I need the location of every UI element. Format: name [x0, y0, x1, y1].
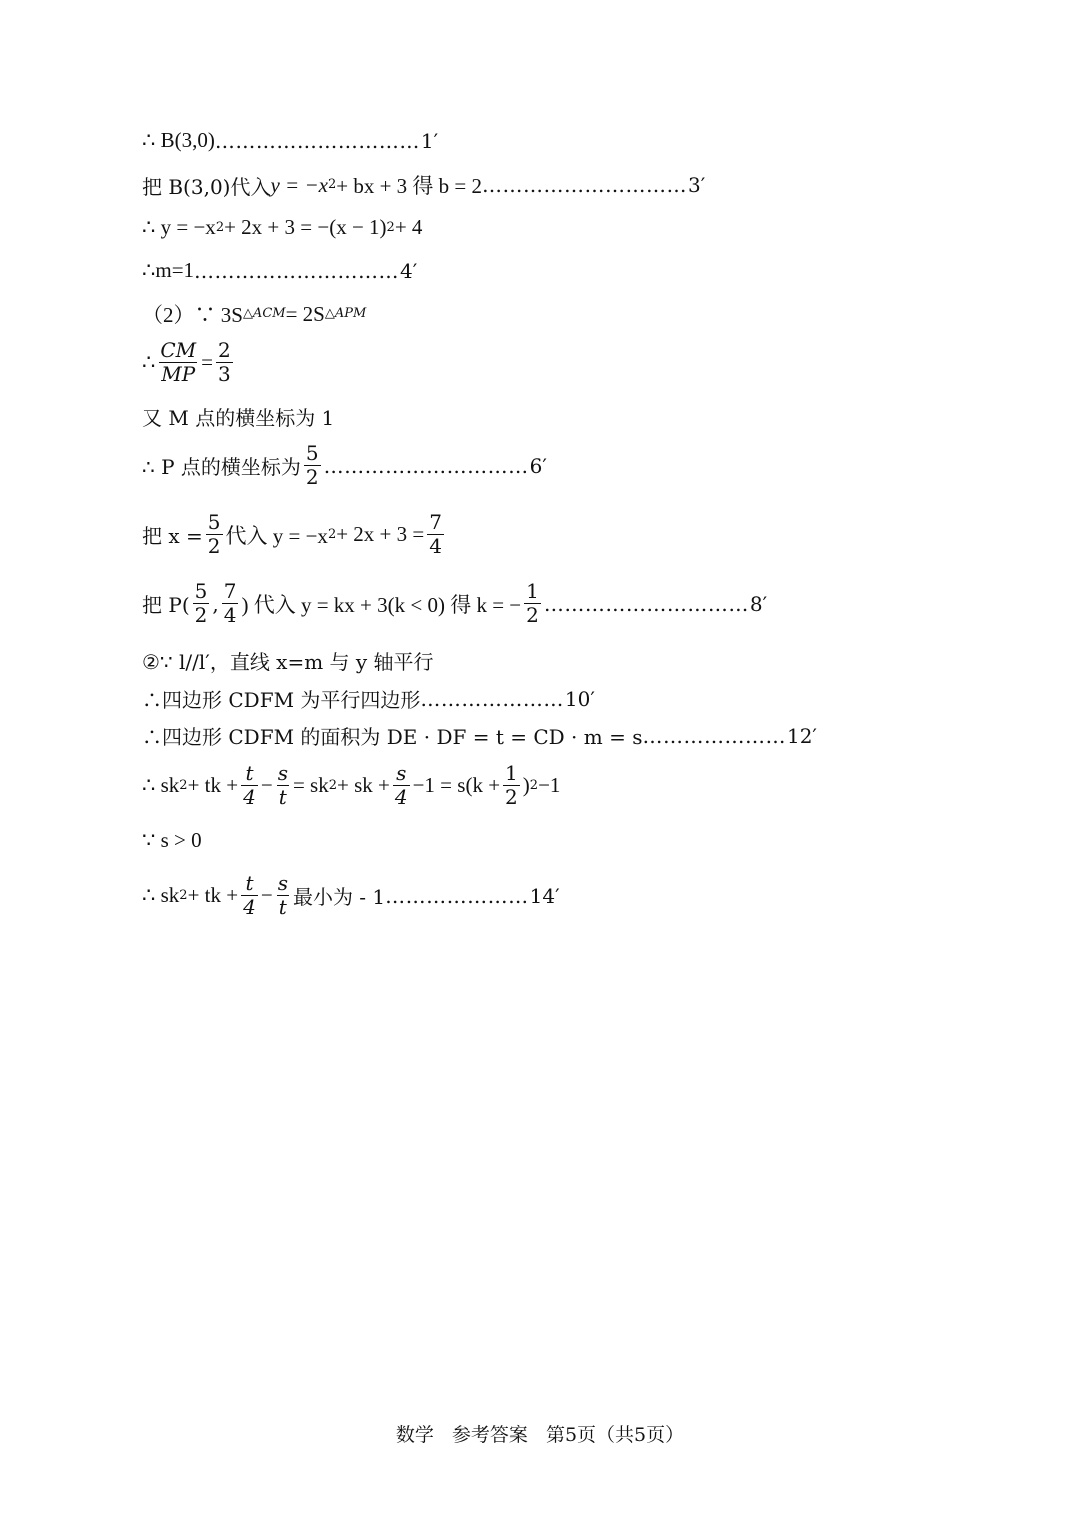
- text: 把 x =: [142, 524, 203, 548]
- fraction: $\frac{s}{t}$: [277, 871, 288, 919]
- fraction: $\frac{s}{t}$: [277, 761, 288, 809]
- score-mark: 3′: [688, 173, 706, 197]
- text: ,: [212, 591, 219, 616]
- equation: ∴ y = −x: [142, 215, 216, 239]
- fraction: $\frac{CM}{MP}$: [160, 338, 197, 386]
- answer-line-1: [142, 128, 438, 153]
- text: 把 P(: [142, 593, 190, 617]
- answer-line-4: [142, 258, 417, 283]
- text: 又 M 点的横坐标为 1: [142, 406, 335, 430]
- answer-line-6: [142, 340, 236, 385]
- equation: + tk +: [187, 773, 239, 797]
- fraction: $\frac{2}{3}$: [218, 338, 231, 386]
- equation: ∴ sk: [142, 883, 180, 907]
- fraction: $\frac{5}{2}$: [305, 441, 319, 489]
- answer-line-7: [142, 402, 334, 431]
- equation: + tk +: [187, 883, 239, 907]
- equation: = sk: [292, 773, 329, 797]
- text: ∴ P 点的横坐标为: [142, 455, 301, 479]
- fraction: $\frac{s}{4}$: [394, 761, 408, 809]
- equation: + 2x + 3 =: [336, 522, 425, 546]
- fraction: $\frac{t}{4}$: [243, 761, 256, 809]
- answer-line-16: ∴ sk 2 + tk + $\frac{t}{4}$ − $\frac{s}{t}$ 最小为 - 1 ………………… 14′: [142, 871, 560, 919]
- answer-line-12: [142, 684, 595, 713]
- text: 最小为 - 1: [292, 885, 386, 909]
- text: ∴m=1: [142, 258, 195, 282]
- text: ∴: [142, 350, 156, 374]
- equation: （2）∵ 3S: [142, 303, 243, 327]
- equation: −1 = s(k +: [412, 773, 501, 797]
- dot-leader: …………………: [642, 723, 786, 748]
- fraction: $\frac{7}{4}$: [223, 579, 237, 627]
- score-mark: 10′: [564, 686, 595, 711]
- equation: + sk +: [337, 773, 390, 797]
- score-mark: 14′: [529, 883, 560, 908]
- text: ∴四边形 CDFM 为平行四边形: [142, 688, 421, 712]
- text: ∵ s > 0: [142, 828, 202, 852]
- score-mark: 6′: [529, 453, 547, 478]
- fraction: $\frac{5}{2}$: [194, 579, 208, 627]
- text: =: [201, 350, 213, 374]
- equation: = 2S: [285, 301, 325, 326]
- equation: + 4: [394, 215, 423, 239]
- dot-leader: …………………………: [482, 173, 688, 197]
- equation: + 2x + 3 = −(x − 1): [224, 215, 387, 239]
- equation: −: [260, 883, 273, 907]
- dot-leader: …………………: [385, 883, 529, 908]
- text: ②∵ l//l′，直线 x=m 与 y 轴平行: [142, 650, 434, 674]
- footer-page: 第5页（共5页）: [545, 1424, 685, 1446]
- equation: −: [260, 773, 273, 797]
- equation: + bx + 3 得 b = 2: [336, 174, 483, 198]
- answer-line-3: ∴ y = −x 2 + 2x + 3 = −(x − 1) 2 + 4: [142, 215, 423, 239]
- fraction: $\frac{5}{2}$: [207, 510, 221, 558]
- dot-leader: …………………………: [323, 453, 529, 478]
- score-mark: 1′: [420, 128, 439, 153]
- dot-leader: …………………: [420, 686, 564, 711]
- fraction: $\frac{1}{2}$: [526, 579, 539, 627]
- score-mark: 12′: [786, 723, 817, 748]
- dot-leader: …………………………: [543, 591, 749, 616]
- answer-line-11: [142, 646, 434, 675]
- fraction: $\frac{1}{2}$: [505, 761, 518, 809]
- equation: ): [522, 773, 530, 797]
- text: 把 B(3,0)代入: [142, 174, 271, 199]
- score-mark: 8′: [749, 591, 768, 616]
- answer-line-5: （2）∵ 3S △ACM = 2S △APM: [142, 299, 366, 329]
- page-footer: [0, 1420, 1080, 1447]
- answer-line-10: [142, 581, 767, 626]
- equation: ) 代入 y = kx + 3(k < 0) 得 k = −: [241, 592, 522, 617]
- footer-subject: 数学: [395, 1424, 434, 1446]
- text: ∴四边形 CDFM 的面积为 DE · DF = t = CD · m = s: [142, 725, 643, 749]
- dot-leader: …………………………: [214, 128, 420, 153]
- score-mark: 4′: [400, 258, 418, 283]
- equation: y = −x: [270, 172, 328, 197]
- equation: −1: [538, 773, 561, 797]
- answer-line-8: [142, 443, 547, 488]
- answer-line-2: 把 B(3,0)代入 y = −x 2 + bx + 3 得 b = 2 ………………………… 3′: [142, 170, 705, 200]
- answer-line-14: ∴ sk 2 + tk + $\frac{t}{4}$ − $\frac{s}{t}$ = sk 2 + sk + $\frac{s}{4}$ −1 = s(k + $\frac{1}{2}$ ) 2 −1: [142, 761, 561, 809]
- answer-line-13: [142, 721, 817, 750]
- equation: ∴ sk: [142, 773, 180, 797]
- answer-line-15: [142, 828, 202, 853]
- text: ∴ B(3,0): [142, 128, 215, 152]
- footer-type: 参考答案: [451, 1424, 528, 1446]
- dot-leader: …………………………: [194, 258, 400, 283]
- fraction: $\frac{t}{4}$: [243, 871, 256, 919]
- fraction: $\frac{7}{4}$: [429, 510, 442, 558]
- answer-line-9: 把 x = $\frac{5}{2}$ 代入 y = −x 2 + 2x + 3 = $\frac{7}{4}$: [142, 510, 442, 558]
- equation: 代入 y = −x: [225, 523, 328, 548]
